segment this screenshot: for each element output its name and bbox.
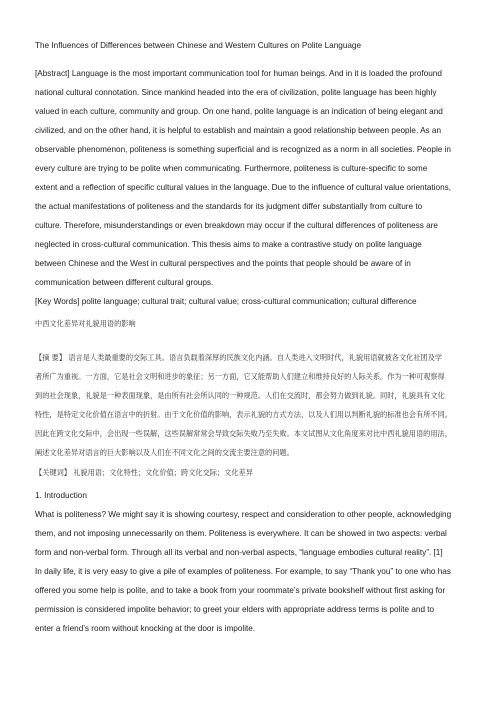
intro-line: offered you some help is polite, and to take a book from your roommate’s private bookshelf without first asking for (35, 586, 446, 595)
abstract-line: the actual manifestations of politeness and the standards for its judgment differ substantially from culture to (35, 202, 423, 211)
abstract-line: observable phenomenon, politeness is something superficial and is recognized as a norm in all societies. People in (35, 145, 451, 154)
chinese-abstract-line: 阐述文化差异对语言的巨大影响以及人们在不同文化之间的交流主要注意的问题。 (35, 448, 294, 457)
chinese-abstract-line: 【摘 要】 语言是人类最重要的交际工具。语言负载着深厚的民族文化内涵。自人类进入文明时代，礼貌用语就被各文化社团及学 (35, 353, 443, 362)
intro-line: them, and not imposing unnecessarily on them. Politeness is everywhere. It can be showed in two aspects: verbal (35, 529, 447, 538)
chinese-abstract-line: 特性，是特定文化价值在语言中的折射。由于文化价值的影响，表示礼貌的方式方法，以及人们用以判断礼貌的标准也会有所不同。 (35, 410, 452, 419)
intro-line: In daily life, it is very easy to give a pile of examples of politeness. For example, to say “Thank you” to one who has (35, 567, 451, 576)
abstract-line: extent and a reflection of specific cultural values in the language. Due to the influence of cultural value orientations, (35, 183, 451, 192)
intro-line: permission is considered impolite behavior; to greet your elders with appropriate address terms is polite and to (35, 605, 435, 614)
intro-line: What is politeness? We might say it is showing courtesy, respect and consideration to other people, acknowledging (35, 510, 452, 519)
intro-line: form and non-verbal form. Through all its verbal and non-verbal aspects, “language embodies cultural reality”. [1] (35, 548, 443, 557)
keywords-en: [Key Words] polite language; cultural trait; cultural value; cross-cultural communication; cultural difference (35, 297, 417, 306)
abstract-line: communication between different cultural groups. (35, 278, 214, 287)
chinese-title: 中西文化差异对礼貌用语的影响 (35, 319, 136, 328)
chinese-abstract-line: 者所广为重视。一方面，它是社会文明和进步的象征；另一方面，它又能帮助人们建立和维持良好的人际关系。作为一种可观察得 (35, 372, 445, 381)
document-title: The Influences of Differences between Chinese and Western Cultures on Polite Language (35, 41, 362, 50)
chinese-abstract-line: 到的社会现象，礼貌是一种表面现象，是由所有社会所认同的一种规范。人们在交流时，都会努力做到礼貌。同时，礼貌具有文化 (35, 391, 445, 400)
abstract-line: between Chinese and the West in cultural perspectives and the points that people should be aware of in (35, 259, 411, 268)
abstract-line: culture. Therefore, misunderstandings or even breakdown may occur if the cultural differences of politeness are (35, 221, 438, 230)
chinese-keywords: 【关键词】 礼貌用语；文化特性；文化价值；跨文化交际；文化差异 (35, 468, 253, 477)
abstract-line: valued in each culture, community and group. On one hand, polite language is an indication of being elegant and (35, 107, 443, 116)
section-heading: 1. Introduction (35, 491, 87, 500)
abstract-line: civilized, and on the other hand, it is helpful to establish and maintain a good relationship between people. As an (35, 126, 442, 135)
abstract-line: national cultural connotation. Since mankind headed into the era of civilization, polite language has been highly (35, 88, 437, 97)
abstract-line: neglected in cross-cultural communication. This thesis aims to make a contrastive study on polite language (35, 240, 422, 249)
abstract-line: [Abstract] Language is the most important communication tool for human beings. And in it is loaded the profound (35, 69, 442, 78)
chinese-abstract-line: 因此在跨文化交际中，会出现一些误解，这些误解常常会导致交际失败乃至失败。本文试图从文化角度来对比中西礼貌用语的用法， (35, 429, 452, 438)
intro-line: enter a friend’s room without knocking at the door is impolite. (35, 624, 256, 633)
abstract-line: every culture are trying to be polite when communicating. Furthermore, politeness is culture-specific to some (35, 164, 428, 173)
